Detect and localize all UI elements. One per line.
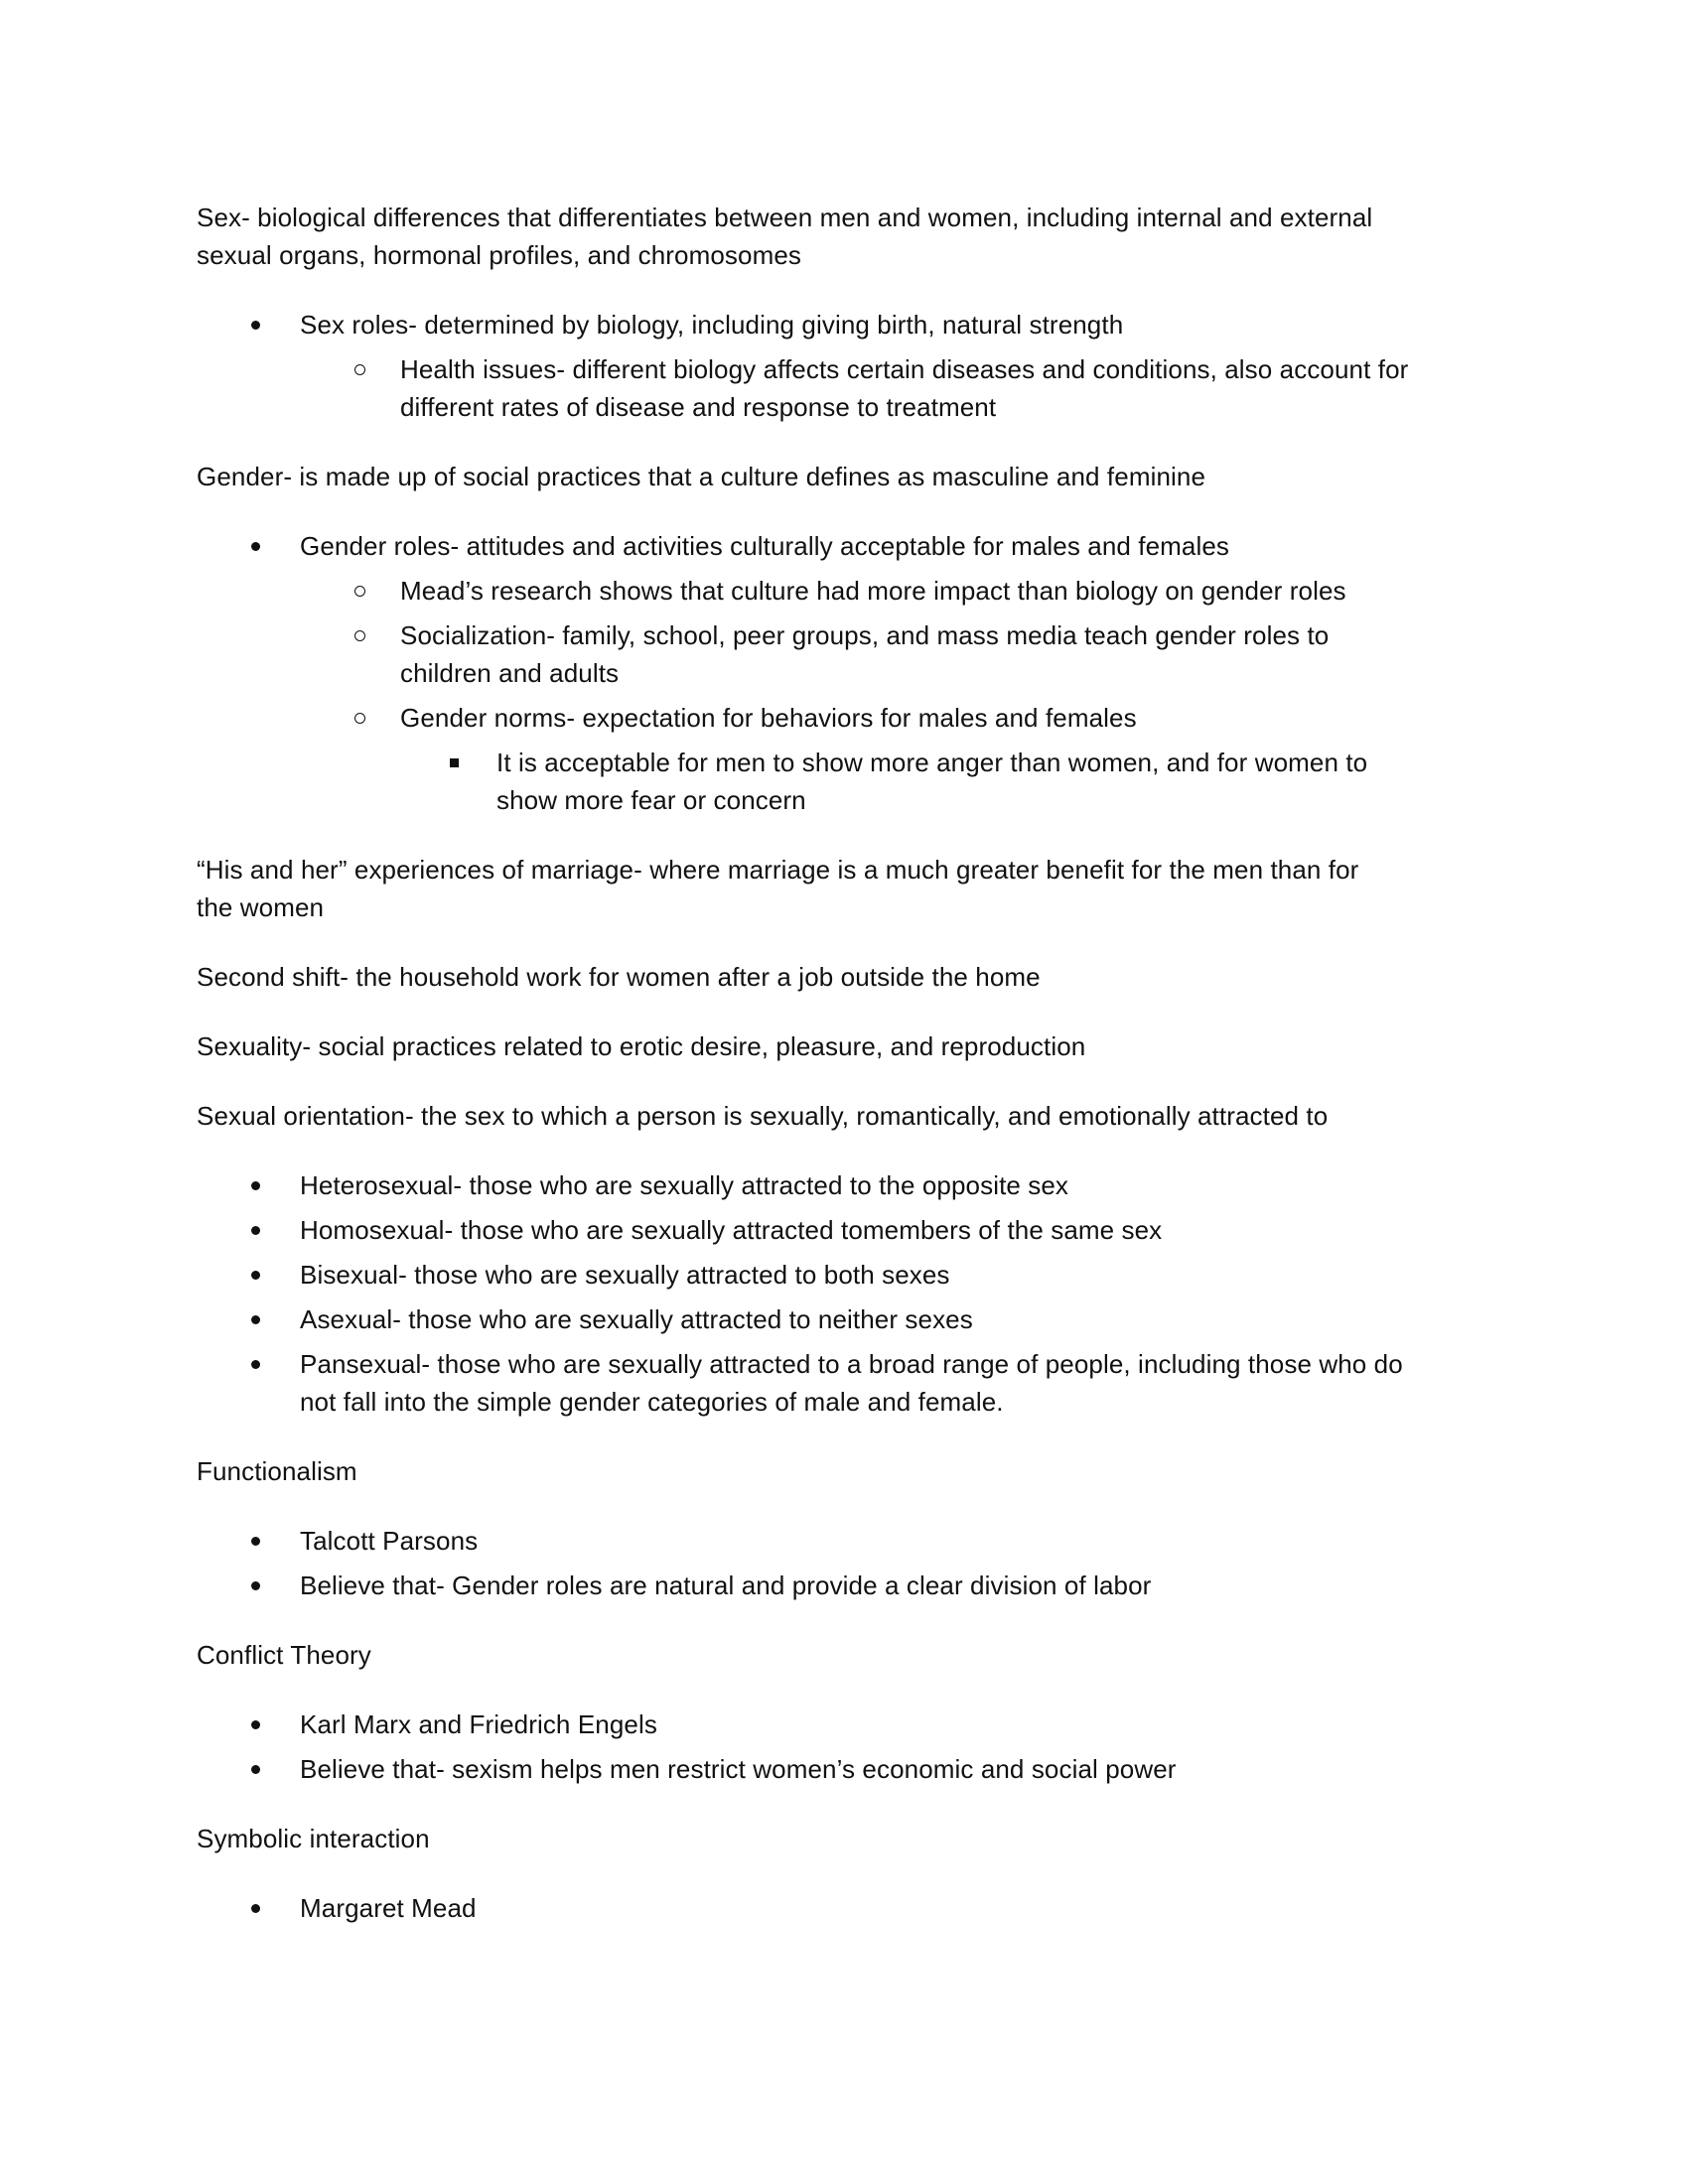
bullet-dot-icon	[251, 1581, 260, 1590]
bullet-item-level-1	[197, 1345, 1509, 1421]
text-line: the women	[197, 892, 325, 922]
text-line: Sexuality- social practices related to erotic desire, pleasure, and reproduction	[197, 1031, 1086, 1061]
bullet-item-level-1	[197, 1211, 1509, 1249]
bullet-item-level-1	[197, 1567, 1509, 1604]
text-line: not fall into the simple gender categories of male and female.	[300, 1387, 1004, 1417]
bullet-item-level-2	[197, 572, 1509, 610]
bullet-dot-icon	[251, 1360, 260, 1369]
text-line: Mead’s research shows that culture had more impact than biology on gender roles	[400, 576, 1346, 606]
text-line: “His and her” experiences of marriage- where marriage is a much greater benefit for the men than for	[197, 855, 1359, 885]
text-line: Sexual orientation- the sex to which a person is sexually, romantically, and emotionally attracted to	[197, 1101, 1329, 1131]
bullet-item-level-1	[197, 1256, 1509, 1294]
text-line: Believe that- Gender roles are natural and provide a clear division of labor	[300, 1570, 1152, 1600]
text-line: Karl Marx and Friedrich Engels	[300, 1709, 657, 1739]
bullet-square-icon	[450, 758, 459, 767]
text-line: Margaret Mead	[300, 1893, 477, 1923]
document-body	[197, 199, 1509, 1927]
text-line: Heterosexual- those who are sexually attracted to the opposite sex	[300, 1170, 1069, 1200]
bullet-dot-icon	[251, 1181, 260, 1190]
bullet-item-level-2	[197, 350, 1509, 426]
bullet-item-level-3	[197, 744, 1509, 819]
paragraph	[197, 1636, 1509, 1674]
text-line: Socialization- family, school, peer groups, and mass media teach gender roles to	[400, 620, 1330, 650]
text-line: Gender- is made up of social practices that a culture defines as masculine and feminine	[197, 462, 1206, 491]
bullet-item-level-2	[197, 699, 1509, 737]
bullet-dot-icon	[251, 1315, 260, 1324]
text-line: Symbolic interaction	[197, 1824, 430, 1853]
paragraph	[197, 1027, 1509, 1065]
text-line: Talcott Parsons	[300, 1526, 479, 1556]
paragraph	[197, 1097, 1509, 1135]
text-line: Pansexual- those who are sexually attracted to a broad range of people, including those who do	[300, 1349, 1403, 1379]
bullet-circle-icon	[354, 364, 365, 375]
bullet-item-level-2	[197, 616, 1509, 692]
bullet-dot-icon	[251, 542, 260, 551]
text-line: Sex- biological differences that differentiates between men and women, including internal and external	[197, 203, 1373, 232]
paragraph	[197, 851, 1509, 926]
bullet-item-level-1	[197, 1300, 1509, 1338]
text-line: Gender roles- attitudes and activities culturally acceptable for males and females	[300, 531, 1229, 561]
text-line: children and adults	[400, 658, 620, 688]
bullet-dot-icon	[251, 321, 260, 330]
text-line: Health issues- different biology affects certain diseases and conditions, also account for	[400, 354, 1409, 384]
text-line: show more fear or concern	[496, 785, 806, 815]
bullet-circle-icon	[354, 586, 365, 597]
bullet-item-level-1	[197, 1166, 1509, 1204]
bullet-item-level-1	[197, 1706, 1509, 1743]
text-line: Sex roles- determined by biology, including giving birth, natural strength	[300, 310, 1124, 340]
text-line: Bisexual- those who are sexually attracted to both sexes	[300, 1260, 950, 1290]
paragraph	[197, 199, 1509, 274]
bullet-dot-icon	[251, 1720, 260, 1729]
bullet-item-level-1	[197, 1522, 1509, 1560]
paragraph	[197, 1452, 1509, 1490]
text-line: Believe that- sexism helps men restrict women’s economic and social power	[300, 1754, 1177, 1784]
paragraph	[197, 458, 1509, 495]
bullet-item-level-1	[197, 1889, 1509, 1927]
bullet-item-level-1	[197, 527, 1509, 565]
text-line: Functionalism	[197, 1456, 357, 1486]
bullet-circle-icon	[354, 713, 365, 724]
bullet-dot-icon	[251, 1765, 260, 1774]
bullet-dot-icon	[251, 1271, 260, 1280]
paragraph	[197, 958, 1509, 996]
bullet-item-level-1	[197, 1750, 1509, 1788]
text-line: Conflict Theory	[197, 1640, 371, 1670]
text-line: sexual organs, hormonal profiles, and chromosomes	[197, 240, 801, 270]
paragraph	[197, 1820, 1509, 1857]
bullet-dot-icon	[251, 1226, 260, 1235]
text-line: Asexual- those who are sexually attracted to neither sexes	[300, 1304, 973, 1334]
text-line: Gender norms- expectation for behaviors for males and females	[400, 703, 1137, 733]
text-line: different rates of disease and response to treatment	[400, 392, 997, 422]
bullet-dot-icon	[251, 1537, 260, 1546]
bullet-item-level-1	[197, 306, 1509, 343]
bullet-circle-icon	[354, 630, 365, 641]
text-line: Second shift- the household work for women after a job outside the home	[197, 962, 1041, 992]
text-line: It is acceptable for men to show more anger than women, and for women to	[496, 748, 1368, 777]
bullet-dot-icon	[251, 1904, 260, 1913]
text-line: Homosexual- those who are sexually attracted tomembers of the same sex	[300, 1215, 1163, 1245]
